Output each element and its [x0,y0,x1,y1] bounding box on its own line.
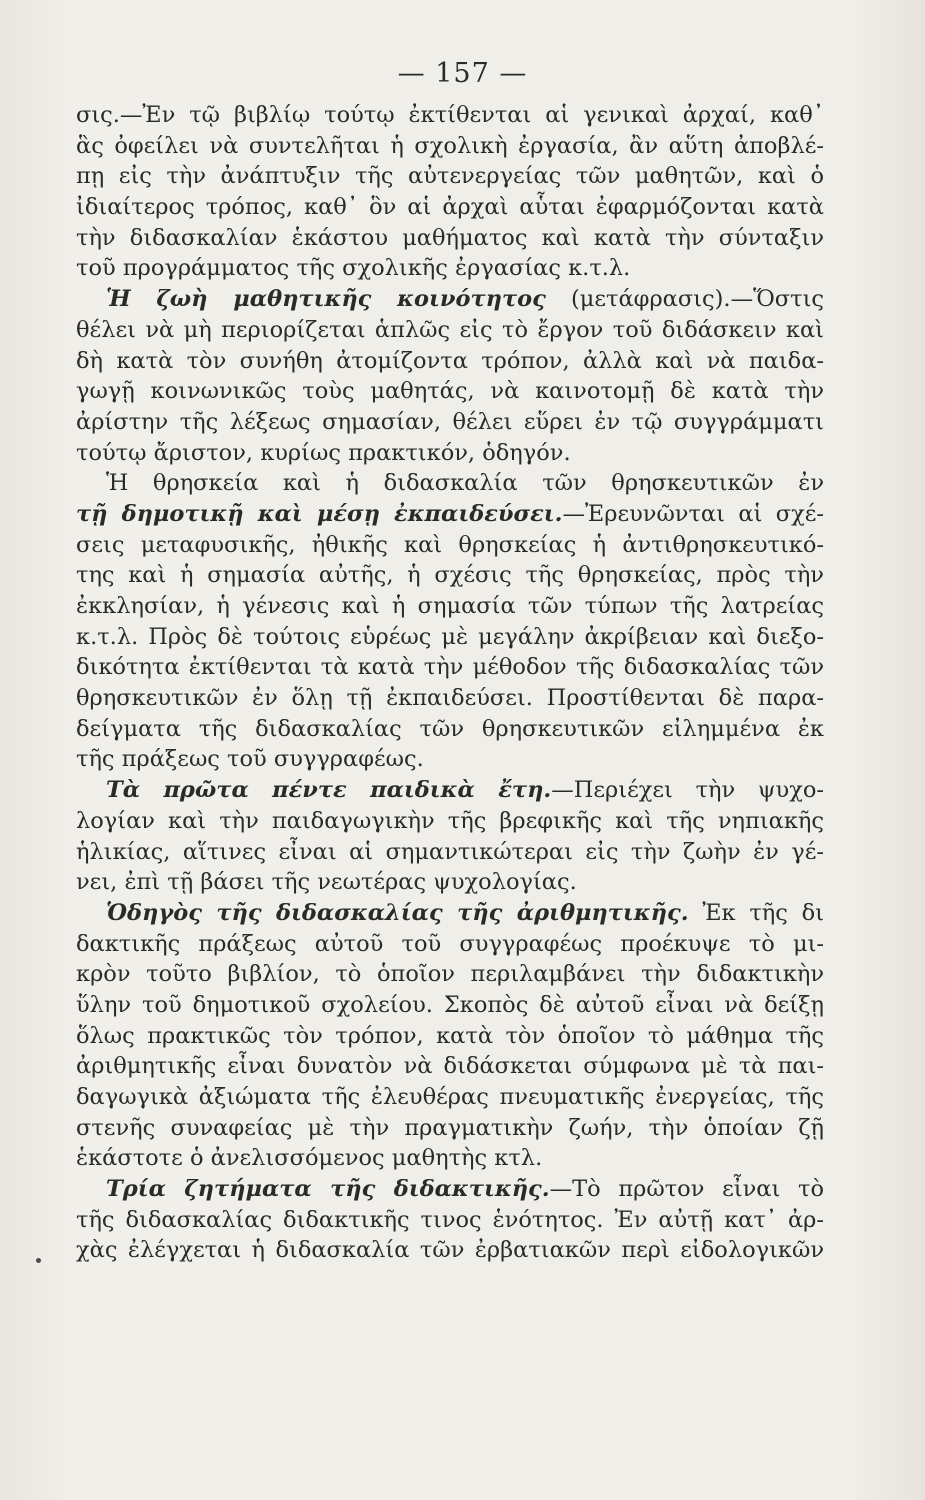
text-line: τῆς διδασκαλίας διδακτικῆς τινος ἑνότητος. Ἐν αὐτῇ κατ᾽ ἀρ- [76,1206,824,1233]
text-line: δαγωγικὰ ἀξιώματα τῆς ἐλευθέρας πνευματικῆς ἐνεργείας, τῆς [76,1084,824,1110]
section-heading-line [76,284,824,315]
section-heading-line [76,775,824,806]
section-heading-line [76,499,824,530]
page-number: — 157 — [397,58,528,89]
text-line: λογίαν καὶ τὴν παιδαγωγικὴν τῆς βρεφικῆς καὶ τῆς νηπιακῆς [76,807,824,834]
text-line: κρὸν τοῦτο βιβλίον, τὸ ὁποῖον περιλαμβάνει τὴν διδακτικὴν [76,961,824,988]
text-line: ἃς ὀφείλει νὰ συντελῆται ἡ σχολικὴ ἐργασία, ἂν αὕτη ἀποβλέ- [76,132,824,159]
text-line: ἰδιαίτερος τρόπος, καθ᾽ ὃν αἱ ἀρχαὶ αὗται ἐφαρμόζονται κατὰ [76,194,824,221]
text-line: δὴ κατὰ τὸν συνήθη ἀτομίζοντα τρόπον, ἀλλὰ καὶ νὰ παιδα- [76,347,824,374]
text-line: σεις μεταφυσικῆς, ἠθικῆς καὶ θρησκείας ἡ ἀντιθρησκευτικό- [76,531,824,558]
text-line: θέλει νὰ μὴ περιορίζεται ἁπλῶς εἰς τὸ ἔργον τοῦ διδάσκειν καὶ [76,316,824,343]
text-line: ἡλικίας, αἵτινες εἶναι αἱ σημαντικώτεραι εἰς τὴν ζωὴν ἐν γέ- [76,838,824,865]
text-line: τῆς πράξεως τοῦ συγγραφέως. [76,746,424,773]
text-line: τὴν διδασκαλίαν ἑκάστου μαθήματος καὶ κατὰ τὴν σύνταξιν [76,224,824,251]
section-heading: Ἡ ζωὴ μαθητικῆς κοινότητος [106,286,546,313]
section-heading-line [76,1174,824,1205]
text-line: θρησκευτικῶν ἐν ὅλῃ τῇ ἐκπαιδεύσει. Προστίθενται δὲ παρα- [76,685,824,712]
text-line: ὕλην τοῦ δημοτικοῦ σχολείου. Σκοπὸς δὲ αὐτοῦ εἶναι νὰ δείξῃ [76,991,824,1018]
text-line: κ.τ.λ. Πρὸς δὲ τούτοις εὑρέως μὲ μεγάλην ἀκρίβειαν καὶ διεξο- [76,623,824,650]
text-line: ὅλως πρακτικῶς τὸν τρόπον, κατὰ τὸν ὁποῖον τὸ μάθημα τῆς [76,1022,824,1049]
text-line: τοῦ προγράμματος τῆς σχολικῆς ἐργασίας κ.τ.λ. [76,255,631,282]
text-line: νει, ἐπὶ τῇ βάσει τῆς νεωτέρας ψυχολογίας. [76,869,577,896]
text-line: τούτῳ ἄριστον, κυρίως πρακτικόν, ὁδηγόν. [76,439,571,466]
text-line: στενῆς συναφείας μὲ τὴν πραγματικὴν ζωήν, τὴν ὁποίαν ζῇ [76,1114,824,1141]
ink-speck [36,1258,41,1263]
text-span: —Περιέχει τὴν ψυχο- [551,777,824,804]
text-line: χὰς ἐλέγχεται ἡ διδασκαλία τῶν ἐρβατιακῶν περὶ εἰδολογικῶν [76,1237,824,1264]
text-span: Ἐκ τῆς δι [688,899,824,926]
section-heading-line [76,898,824,929]
section-heading: Τρία ζητήματα τῆς διδακτικῆς. [106,1176,550,1203]
text-line: της καὶ ἡ σημασία αὐτῆς, ἡ σχέσις τῆς θρησκείας, πρὸς τὴν [76,562,824,589]
text-line: ἐκκλησίαν, ἡ γένεσις καὶ ἡ σημασία τῶν τύπων τῆς λατρείας [76,593,824,619]
text-line: ἀριθμητικῆς εἶναι δυνατὸν νὰ διδάσκεται σύμφωνα μὲ τὰ παι- [76,1053,824,1080]
section-heading: Ἡ θρησκεία καὶ ἡ διδασκαλία τῶν θρησκευτικῶν ἐν [106,470,824,497]
text-line: ἑκάστοτε ὁ ἀνελισσόμενος μαθητὴς κτλ. [76,1145,543,1172]
text-span: (μετάφρασις).—Ὅστις [545,286,824,313]
section-heading-cont: τῇ δημοτικῇ καὶ μέσῃ ἐκπαιδεύσει. [76,500,563,527]
text-span: —Ἐρευνῶνται αἱ σχέ- [562,500,824,527]
body-text [76,100,824,1266]
text-line: πῃ εἰς τὴν ἀνάπτυξιν τῆς αὐτενεργείας τῶν μαθητῶν, καὶ ὁ [76,163,824,190]
text-span: —Τὸ πρῶτον εἶναι τὸ [549,1176,824,1203]
section-heading: Ὁδηγὸς τῆς διδασκαλίας τῆς ἀριθμητικῆς. [106,899,689,926]
section-heading: Τὰ πρῶτα πέντε παιδικὰ ἔτη. [106,777,552,804]
text-line: σις.—Ἐν τῷ βιβλίῳ τούτῳ ἐκτίθενται αἱ γενικαὶ ἀρχαί, καθ᾽ [76,102,824,128]
text-line: δικότητα ἐκτίθενται τὰ κατὰ τὴν μέθοδον τῆς διδασκαλίας τῶν [76,654,824,681]
text-line: γωγῇ κοινωνικῶς τοὺς μαθητάς, νὰ καινοτομῇ δὲ κατὰ τὴν [76,378,824,405]
text-line: δείγματα τῆς διδασκαλίας τῶν θρησκευτικῶν εἰλημμένα ἐκ [76,715,824,742]
text-line: ἀρίστην τῆς λέξεως σημασίαν, θέλει εὕρει ἐν τῷ συγγράμματι [76,408,824,435]
text-line: δακτικῆς πράξεως αὐτοῦ τοῦ συγγραφέως προέκυψε τὸ μι- [76,930,824,957]
